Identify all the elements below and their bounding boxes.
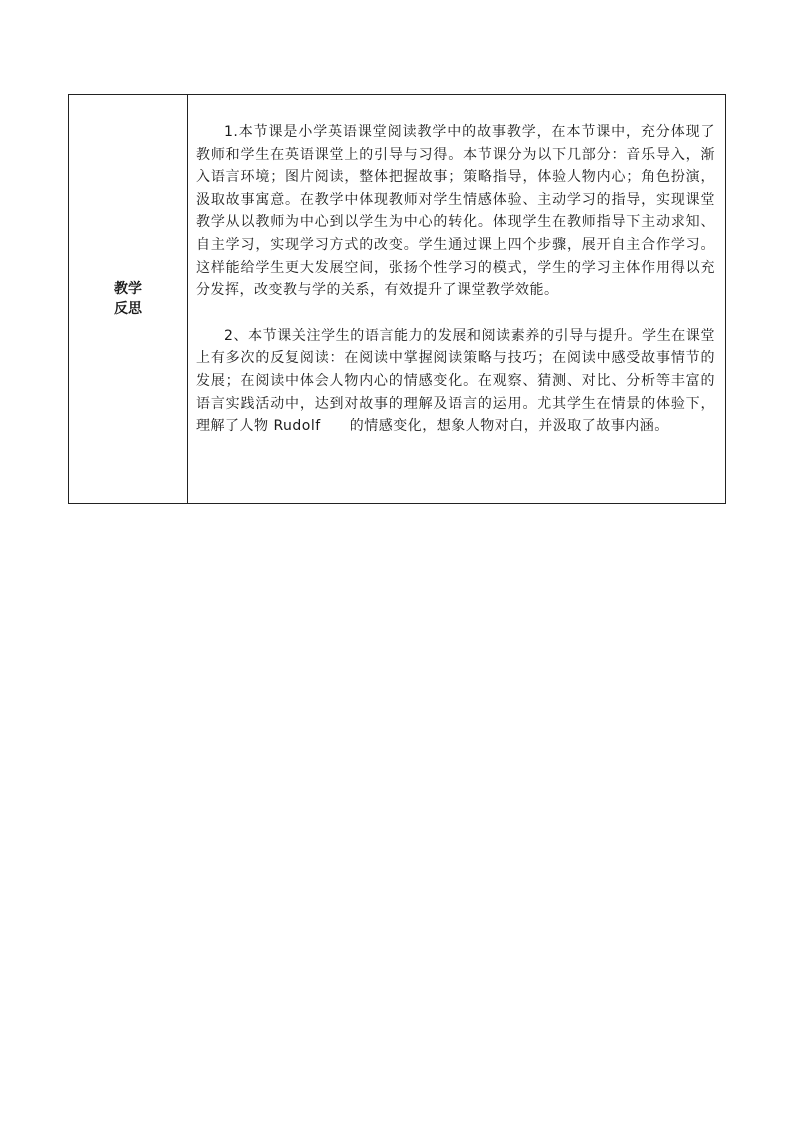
reflection-label-cell [69, 95, 188, 503]
reflection-paragraph-2: 2、本节课关注学生的语言能力的发展和阅读素养的引导与提升。学生在课堂上有多次的反复阅读：在阅读中掌握阅读策略与技巧；在阅读中感受故事情节的发展；在阅读中体会人物内心的情感变化。在观察、猜测、对比、分析等丰富的语言实践活动中，达到对故事的理解及语言的运用。尤其学生在情景的体验下，理解了人物 Rudolf 的情感变化，想象人物对白，并汲取了故事内涵。 [196, 327, 715, 435]
reflection-paragraph-1: 1.本节课是小学英语课堂阅读教学中的故事教学，在本节课中，充分体现了教师和学生在英语课堂上的引导与习得。本节课分为以下几部分：音乐导入，渐入语言环境；图片阅读，整体把握故事；策略指导，体验人物内心；角色扮演，汲取故事寓意。在教学中体现教师对学生情感体验、主动学习的指导，实现课堂教学从以教师为中心到以学生为中心的转化。体现学生在教师指导下主动求知、自主学习，实现学习方式的改变。学生通过课上四个步骤，展开自主合作学习。这样能给学生更大发展空间，张扬个性学习的模式，学生的学习主体作用得以充分发挥，改变教与学的关系，有效提升了课堂教学效能。 [196, 124, 715, 299]
reflection-label [114, 279, 142, 319]
reflection-label-line1: 教学 [114, 281, 142, 297]
teaching-reflection-table [68, 94, 726, 504]
reflection-label-line2: 反思 [114, 301, 142, 317]
reflection-content-cell [188, 95, 725, 503]
